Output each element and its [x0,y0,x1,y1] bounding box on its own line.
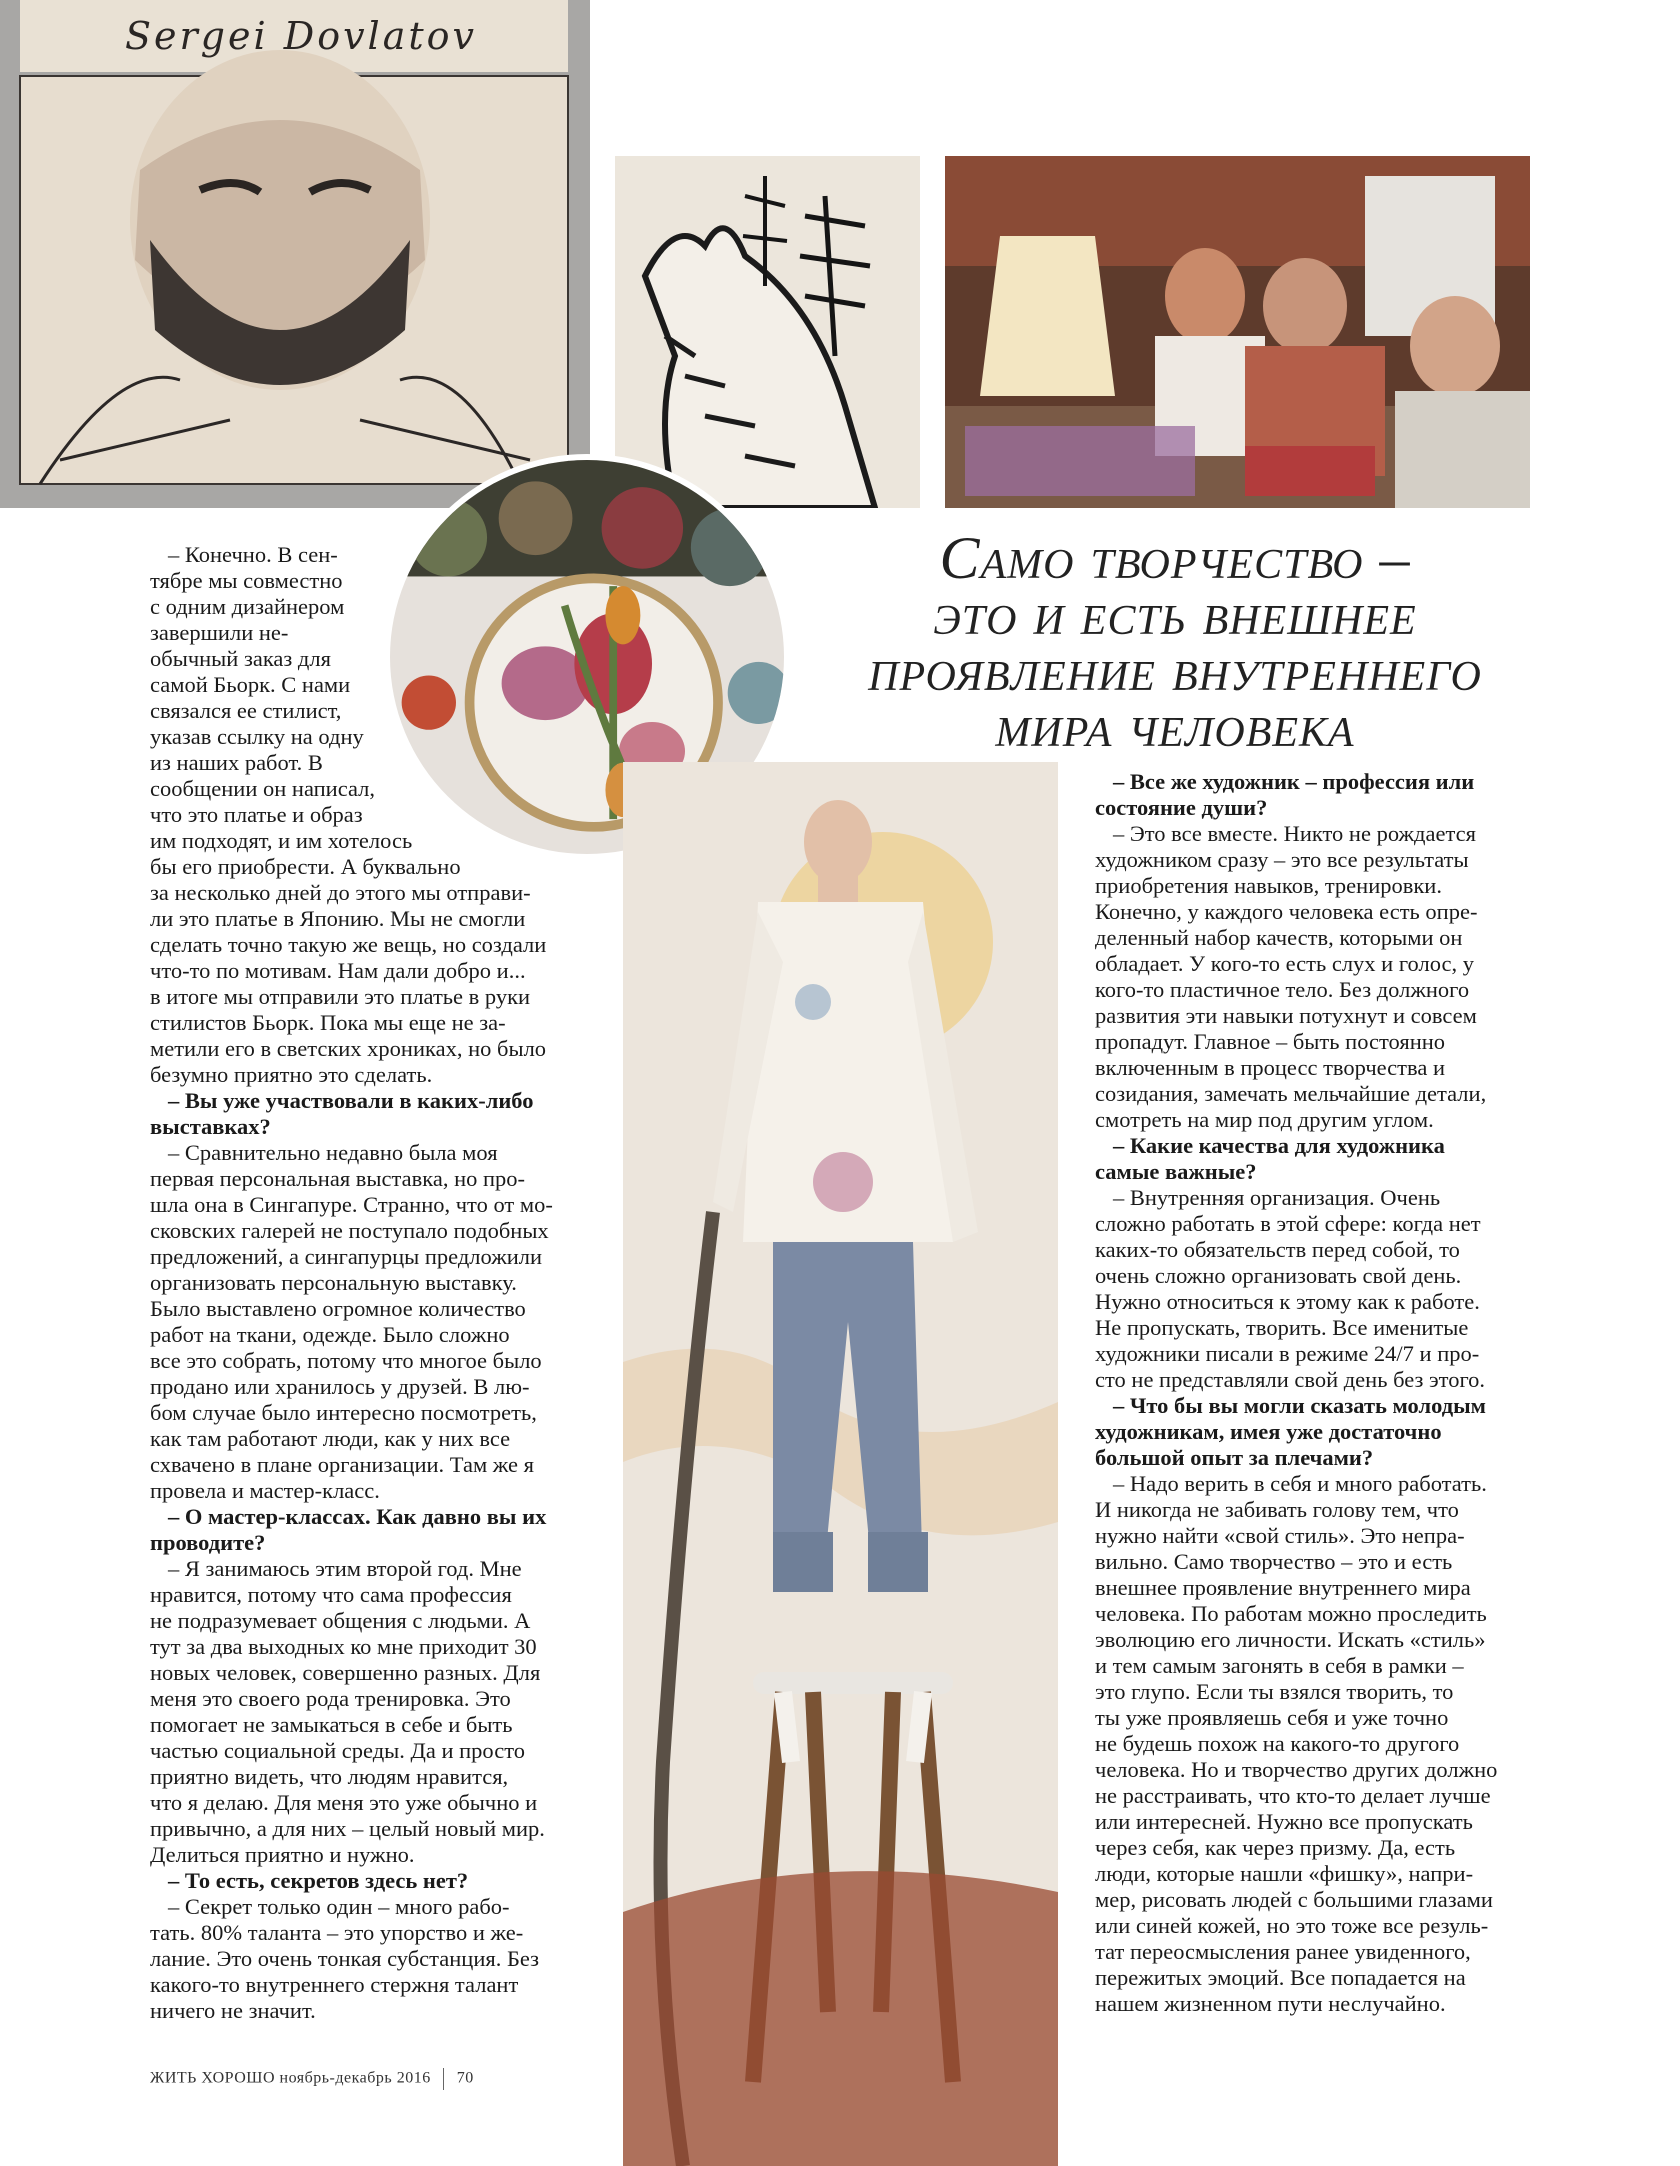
answer-line: самой Бьорк. С нами [150,672,351,697]
question-line: – Что бы вы могли сказать молодым [1113,1393,1486,1418]
issue-date: ноябрь-декабрь 2016 [279,2069,431,2087]
answer-line: Делиться приятно и нужно. [150,1842,415,1867]
answer-line: сковских галерей не поступало подобных [150,1218,549,1243]
answer-line: шла она в Сингапуре. Странно, что от мо- [150,1192,553,1217]
answer-line: что-то по мотивам. Нам дали добро и... [150,958,526,983]
answer-line: тут за два выходных ко мне приходит 30 [150,1634,537,1659]
footer-divider [443,2068,444,2090]
answer-line: – Сравнительно недавно была моя [168,1140,498,1165]
answer-line: каких-то обязательств перед собой, то [1095,1237,1460,1262]
question-line: самые важные? [1095,1159,1257,1184]
answer-line: нравится, потому что сама профессия [150,1582,512,1607]
answer-line: не будешь похож на какого-то другого [1095,1731,1460,1756]
answer-line: и тем самым загонять в себя в рамки – [1095,1653,1464,1678]
answer-line: – Внутренняя организация. Очень [1113,1185,1441,1210]
answer-line: продано или хранилось у друзей. В лю- [150,1374,530,1399]
answer-line: новых человек, совершенно разных. Для [150,1660,541,1685]
answer-line: художником сразу – это все результаты [1095,847,1469,872]
answer-line: пропадут. Главное – быть постоянно [1095,1029,1446,1054]
pull-quote-line: Само творчество – [939,525,1411,591]
answer-line: человека. Но и творчество других должно [1095,1757,1498,1782]
answer-line: И никогда не забивать голову тем, что [1095,1497,1459,1522]
answer-line: сложно работать в этой сфере: когда нет [1095,1211,1481,1236]
answer-line: в итоге мы отправили это платье в руки [150,984,531,1009]
question-line: – О мастер-классах. Как давно вы их [168,1504,547,1529]
answer-line: им подходят, и им хотелось [150,828,413,853]
answer-line: – Секрет только один – много рабо- [168,1894,510,1919]
answer-line: нашем жизненном пути неслучайно. [1095,1991,1446,2016]
answer-line: люди, которые нашли «фишку», напри- [1095,1861,1474,1886]
answer-line: не подразумевает общения с людьми. А [150,1608,531,1633]
answer-line: художники писали в режиме 24/7 и про- [1095,1341,1480,1366]
answer-line: лание. Это очень тонкая субстанция. Без [150,1946,540,1971]
answer-line: сообщении он написал, [150,776,376,801]
answer-line: включенным в процесс творчества и [1095,1055,1445,1080]
answer-line: эволюцию его личности. Искать «стиль» [1095,1627,1486,1652]
question-line: состояние души? [1095,795,1268,820]
answer-line: что я делаю. Для меня это уже обычно и [150,1790,538,1815]
answer-line: связался ее стилист, [150,698,342,723]
answer-line: ничего не значит. [150,1998,316,2023]
question-line: большой опыт за плечами? [1095,1445,1374,1470]
answer-line: какого-то внутреннего стержня талант [150,1972,519,1997]
answer-line: все это собрать, потому что многое было [150,1348,542,1373]
answer-line: – Я занимаюсь этим второй год. Мне [168,1556,522,1581]
answer-line: приятно видеть, что людям нравится, [150,1764,509,1789]
answer-line: внешнее проявление внутреннего мира [1095,1575,1471,1600]
question-line: – Вы уже участвовали в каких-либо [168,1088,534,1113]
answer-line: – Конечно. В сен- [168,542,338,567]
answer-line: это глупо. Если ты взялся творить, то [1095,1679,1454,1704]
answer-line: Было выставлено огромное количество [150,1296,526,1321]
magazine-name: ЖИТЬ ХОРОШО [150,2069,275,2087]
answer-line: нужно найти «свой стиль». Это непра- [1095,1523,1465,1548]
answer-line: предложений, а сингапурцы предложили [150,1244,543,1269]
answer-line: обладает. У кого-то есть слух и голос, у [1095,951,1474,976]
answer-line: – Надо верить в себя и много работать. [1113,1471,1487,1496]
answer-line: деленный набор качеств, которыми он [1095,925,1463,950]
answer-line: вильно. Само творчество – это и есть [1095,1549,1453,1574]
question-line: художникам, имея уже достаточно [1095,1419,1442,1444]
question-line: проводите? [150,1530,266,1555]
page-footer [150,2068,474,2090]
answer-line: за несколько дней до этого мы отправи- [150,880,531,905]
answer-line: первая персональная выставка, но про- [150,1166,526,1191]
answer-line: завершили не- [150,620,289,645]
answer-line: Нужно относиться к этому как к работе. [1095,1289,1480,1314]
answer-line: тябре мы совместно [150,568,343,593]
question-line: – То есть, секретов здесь нет? [168,1868,469,1893]
answer-line: или интересней. Нужно все пропускать [1095,1809,1473,1834]
answer-line: развития эти навыки потухнут и совсем [1095,1003,1477,1028]
answer-line: как там работают люди, как у них все [150,1426,511,1451]
answer-line: пережитых эмоций. Все попадается на [1095,1965,1466,1990]
answer-line: помогает не замыкаться в себе и быть [150,1712,513,1737]
answer-line: обычный заказ для [150,646,331,671]
answer-line: очень сложно организовать свой день. [1095,1263,1462,1288]
answer-line: не расстраивать, что кто-то делает лучше [1095,1783,1491,1808]
answer-line: мер, рисовать людей с большими глазами [1095,1887,1493,1912]
article-left-column [150,542,590,2024]
answer-line: провела и мастер-класс. [150,1478,380,1503]
answer-line: кого-то пластичное тело. Без должного [1095,977,1470,1002]
pull-quote-line: это и есть внешнее [933,581,1417,647]
answer-line: безумно приятно это сделать. [150,1062,433,1087]
pull-quote-line: проявление внутреннего [868,637,1482,703]
portrait-embroidery-photo [0,0,590,508]
pull-quote [790,525,1560,759]
answer-line: тат переосмысления ранее увиденного, [1095,1939,1471,1964]
article-right-column [1095,769,1525,2017]
answer-line: схвачено в плане организации. Там же я [150,1452,535,1477]
answer-line: организовать персональную выставку. [150,1270,517,1295]
answer-line: сделать точно такую же вещь, но создали [150,932,547,957]
question-line: – Все же художник – профессия или [1113,769,1475,794]
answer-line: – Это все вместе. Никто не рождается [1113,821,1476,846]
answer-line: Конечно, у каждого человека есть опре- [1095,899,1478,924]
answer-line: с одним дизайнером [150,594,345,619]
answer-line: из наших работ. В [150,750,323,775]
answer-line: тать. 80% таланта – это упорство и же- [150,1920,524,1945]
question-line: – Какие качества для художника [1113,1133,1445,1158]
workshop-photo [945,156,1530,508]
answer-line: Не пропускать, творить. Все именитые [1095,1315,1469,1340]
answer-line: что это платье и образ [150,802,363,827]
answer-line: работ на ткани, одежде. Было сложно [150,1322,510,1347]
answer-line: бы его приобрести. А буквально [150,854,461,879]
answer-line: или синей кожей, но это тоже все резуль- [1095,1913,1489,1938]
answer-line: ли это платье в Японию. Мы не смогли [150,906,526,931]
answer-line: меня это своего рода тренировка. Это [150,1686,511,1711]
fox-embroidery-photo [615,156,920,508]
model-photo [623,762,1058,2166]
answer-line: стилистов Бьорк. Пока мы еще не за- [150,1010,506,1035]
answer-line: сто не представляли свой день без этого. [1095,1367,1486,1392]
answer-line: смотреть на мир под другим углом. [1095,1107,1434,1132]
embroidered-signature: Sergei Dovlatov [125,14,477,58]
answer-line: метили его в светских хрониках, но было [150,1036,547,1061]
answer-line: бом случае было интересно посмотреть, [150,1400,537,1425]
page-number: 70 [456,2069,474,2087]
answer-line: частью социальной среды. Да и просто [150,1738,526,1763]
question-line: выставках? [150,1114,271,1139]
answer-line: человека. По работам можно проследить [1095,1601,1487,1626]
answer-line: через себя, как через призму. Да, есть [1095,1835,1456,1860]
answer-line: привычно, а для них – целый новый мир. [150,1816,545,1841]
answer-line: созидания, замечать мельчайшие детали, [1095,1081,1487,1106]
answer-line: ты уже проявляешь себя и уже точно [1095,1705,1449,1730]
pull-quote-line: мира человека [995,693,1355,759]
answer-line: приобретения навыков, тренировки. [1095,873,1442,898]
answer-line: указав ссылку на одну [150,724,364,749]
